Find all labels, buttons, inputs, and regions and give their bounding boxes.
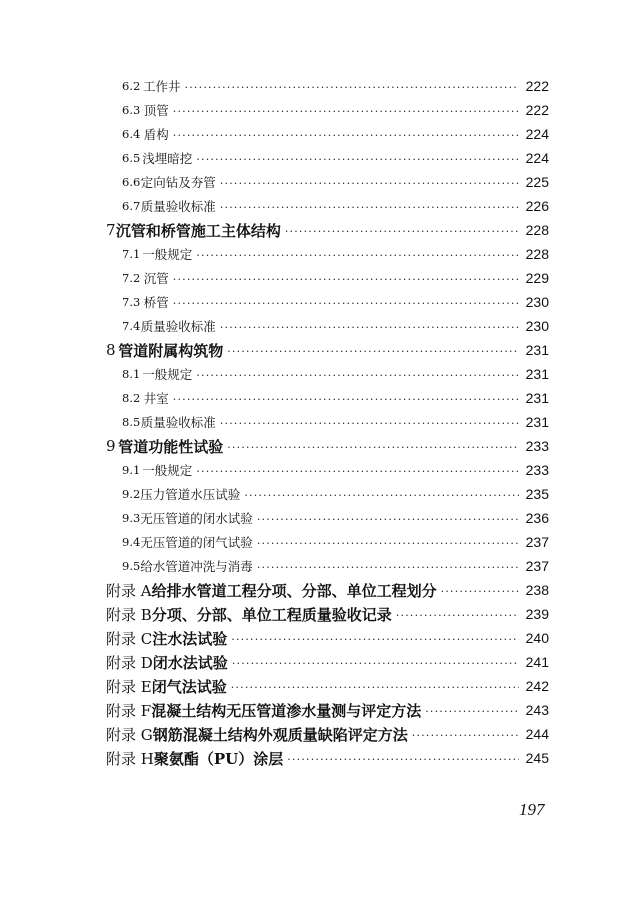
entry-title: 浅埋暗挖 [142,151,193,166]
toc-entry[interactable] [122,482,549,506]
toc-entry[interactable] [122,386,549,410]
toc-entry[interactable] [122,554,549,578]
toc-entry[interactable] [122,170,549,194]
entry-number: 8.5 [122,415,141,429]
entry-title: 给水管道冲洗与消毒 [140,559,253,574]
entry-number: 6.4 [122,127,141,141]
chapter-number: 9 [106,437,116,455]
toc-chapter[interactable] [106,338,549,362]
dot-leader [196,247,519,261]
entry-page: 231 [525,414,549,430]
entry-number: 6.7 [122,199,141,213]
entry-number: 9.5 [122,559,141,573]
entry-number: 9.4 [122,535,141,549]
entry-page: 240 [525,630,549,646]
entry-title: 质量验收标准 [140,415,216,430]
entry-page: 231 [525,366,549,382]
dot-leader [257,511,519,525]
entry-number: 7.2 [122,271,141,285]
entry-page: 229 [525,270,549,286]
toc-appendix[interactable] [106,626,549,650]
entry-page: 222 [525,78,549,94]
toc-entry[interactable] [122,122,549,146]
entry-page: 245 [525,750,549,766]
entry-number: 6.2 [122,79,141,93]
entry-number: 9.3 [122,511,141,525]
entry-page: 228 [525,246,549,262]
entry-number: 8.1 [122,367,141,381]
dot-leader [231,679,519,693]
dot-leader [220,415,519,429]
toc-entry[interactable] [122,290,549,314]
chapter-number: 7 [106,221,116,239]
dot-leader [173,127,519,141]
toc-entry[interactable] [122,410,549,434]
entry-page: 243 [525,702,549,718]
appendix-label: 附录 C [106,629,153,648]
appendix-label: 附录 E [106,677,152,696]
dot-leader [227,343,519,357]
entry-number: 6.6 [122,175,141,189]
toc-entry[interactable] [122,74,549,98]
toc-entry[interactable] [122,362,549,386]
dot-leader [257,535,519,549]
toc-appendix[interactable] [106,650,549,674]
toc-appendix[interactable] [106,698,549,722]
entry-page: 226 [525,198,549,214]
toc-entry[interactable] [122,266,549,290]
entry-title: 一般规定 [142,247,193,262]
chapter-title: 沉管和桥管施工主体结构 [115,221,281,240]
dot-leader [220,175,519,189]
chapter-number: 8 [106,341,116,359]
dot-leader [396,607,519,621]
appendix-label: 附录 G [106,725,153,744]
appendix-label: 附录 H [106,749,154,768]
toc-entry[interactable] [122,98,549,122]
toc-chapter[interactable] [106,434,549,458]
entry-page: 233 [525,462,549,478]
page-number: 197 [519,800,545,819]
entry-title: 井室 [143,391,169,406]
entry-title: 桥管 [143,295,169,310]
dot-leader [425,703,519,717]
dot-leader [287,751,519,765]
toc-entry[interactable] [122,506,549,530]
dot-leader [441,583,519,597]
dot-leader [173,103,519,117]
entry-title: 盾构 [143,127,169,142]
entry-page: 242 [525,678,549,694]
dot-leader [232,655,519,669]
toc-entry[interactable] [122,458,549,482]
appendix-title: 分项、分部、单位工程质量验收记录 [151,605,392,624]
chapter-title: 管道附属构筑物 [118,341,224,360]
appendix-label: 附录 A [106,581,152,600]
dot-leader [196,367,519,381]
dot-leader [173,391,519,405]
entry-number: 9.2 [122,487,141,501]
toc-entry[interactable] [122,194,549,218]
toc-entry[interactable] [122,530,549,554]
entry-title: 质量验收标准 [140,199,216,214]
entry-number: 6.3 [122,103,141,117]
entry-page: 241 [525,654,549,670]
entry-page: 237 [525,558,549,574]
toc-chapter[interactable] [106,218,549,242]
dot-leader [173,295,519,309]
appendix-title: 给排水管道工程分项、分部、单位工程划分 [151,581,437,600]
toc-entry[interactable] [122,146,549,170]
entry-number: 7.3 [122,295,141,309]
entry-title: 质量验收标准 [140,319,216,334]
entry-page: 231 [525,390,549,406]
appendix-title: 闭水法试验 [152,653,228,672]
entry-title: 无压管道的闭气试验 [140,535,253,550]
entry-page: 222 [525,102,549,118]
entry-title: 顶管 [143,103,169,118]
entry-page: 236 [525,510,549,526]
appendix-title: 聚氨酯（PU）涂层 [153,749,284,768]
toc-entry[interactable] [122,242,549,266]
toc-appendix[interactable] [106,602,549,626]
dot-leader [227,439,519,453]
entry-title: 无压管道的闭水试验 [140,511,253,526]
entry-title: 定向钻及夯管 [140,175,216,190]
toc-appendix[interactable] [106,746,549,770]
appendix-title: 混凝土结构无压管道渗水量测与评定方法 [151,701,422,720]
entry-page: 228 [525,222,549,238]
dot-leader [257,559,519,573]
entry-number: 6.5 [122,151,141,165]
appendix-label: 附录 B [106,605,152,624]
dot-leader [173,271,519,285]
entry-title: 压力管道水压试验 [140,487,241,502]
entry-number: 9.1 [122,463,141,477]
entry-page: 237 [525,534,549,550]
entry-page: 235 [525,486,549,502]
appendix-label: 附录 D [106,653,153,672]
entry-page: 239 [525,606,549,622]
appendix-title: 注水法试验 [152,629,228,648]
entry-page: 233 [525,438,549,454]
entry-page: 231 [525,342,549,358]
appendix-label: 附录 F [106,701,152,720]
entry-page: 244 [525,726,549,742]
dot-leader [220,319,519,333]
entry-page: 230 [525,294,549,310]
appendix-title: 闭气法试验 [151,677,227,696]
entry-title: 一般规定 [142,463,193,478]
entry-number: 7.1 [122,247,141,261]
entry-page: 224 [525,150,549,166]
entry-page: 224 [525,126,549,142]
entry-title: 一般规定 [142,367,193,382]
dot-leader [185,79,519,93]
dot-leader [231,631,519,645]
entry-page: 225 [525,174,549,190]
dot-leader [285,223,519,237]
entry-title: 沉管 [143,271,169,286]
entry-title: 工作井 [143,79,181,94]
entry-number: 7.4 [122,319,141,333]
entry-page: 238 [525,582,549,598]
toc-appendix[interactable] [106,578,549,602]
toc-entry[interactable] [122,314,549,338]
dot-leader [412,727,519,741]
entry-page: 230 [525,318,549,334]
appendix-title: 钢筋混凝土结构外观质量缺陷评定方法 [152,725,408,744]
chapter-title: 管道功能性试验 [118,437,224,456]
dot-leader [196,151,519,165]
toc-appendix[interactable] [106,674,549,698]
toc-appendix[interactable] [106,722,549,746]
dot-leader [220,199,519,213]
dot-leader [196,463,519,477]
dot-leader [244,487,519,501]
entry-number: 8.2 [122,391,141,405]
